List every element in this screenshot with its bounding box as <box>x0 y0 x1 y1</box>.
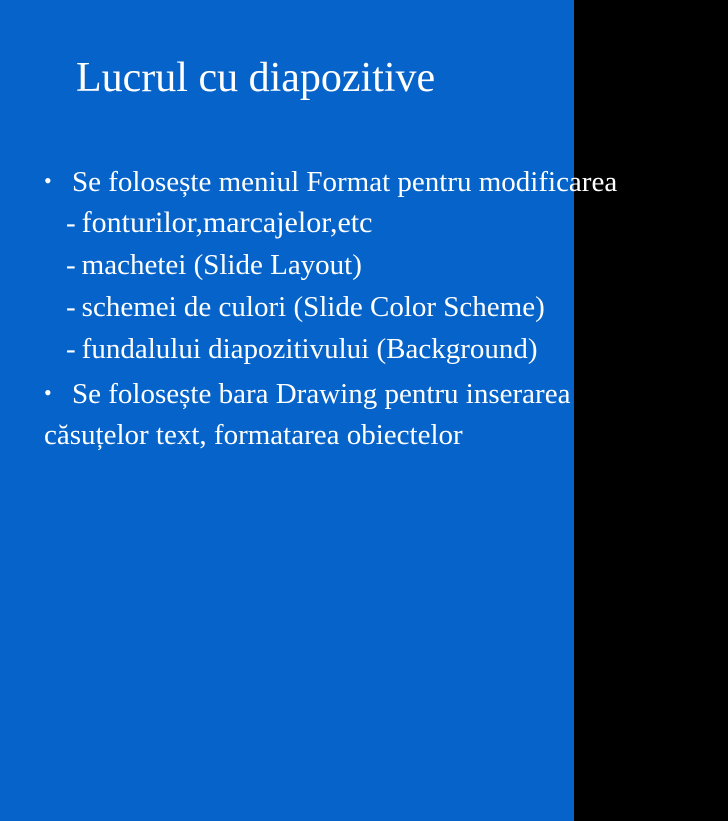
sub-item-color-scheme <box>44 286 728 328</box>
sub-item-dash: - <box>66 249 76 281</box>
slide-content <box>44 160 728 456</box>
sub-item-fonts <box>44 202 728 244</box>
bullet-text: Se folosește meniul Format pentru modificarea <box>72 166 618 198</box>
bullet-item-1 <box>44 160 728 202</box>
bullet-dot-icon: • <box>44 168 52 193</box>
sub-item-text: fonturilor,marcajelor,etc <box>81 206 373 239</box>
sub-item-layout <box>44 244 728 286</box>
bullet-item-2 <box>44 372 728 414</box>
bullet-text: Se folosește bara Drawing pentru inserarea <box>72 378 571 410</box>
sub-item-dash: - <box>66 207 76 239</box>
sub-item-text: schemei de culori (Slide Color Scheme) <box>81 291 545 323</box>
sub-item-dash: - <box>66 333 76 365</box>
sub-item-dash: - <box>66 291 76 323</box>
bullet-dot-icon: • <box>44 380 52 405</box>
bullet-continuation: căsuțelor text, formatarea obiectelor <box>44 419 463 451</box>
sub-item-text: fundalului diapozitivului (Background) <box>81 333 538 365</box>
slide-title: Lucrul cu diapozitive <box>76 55 436 101</box>
sub-item-background <box>44 328 728 370</box>
sub-item-text: machetei (Slide Layout) <box>81 249 362 281</box>
